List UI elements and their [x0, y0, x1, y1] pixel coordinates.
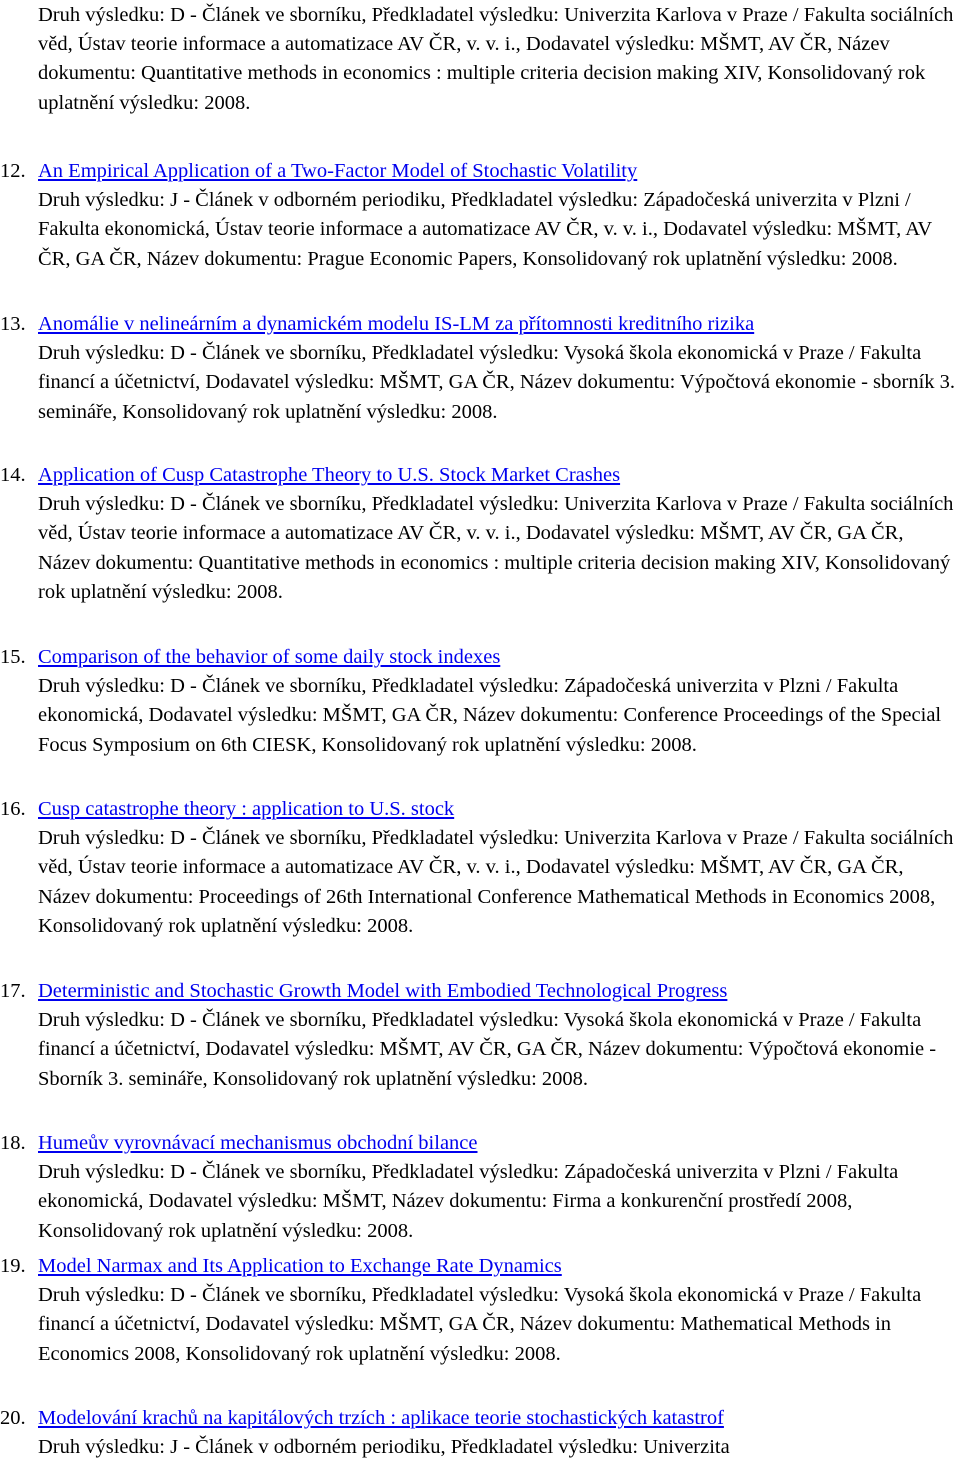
list-item	[0, 461, 960, 607]
item-number: 18.	[0, 1132, 26, 1154]
item-title-link[interactable]: Humeův vyrovnávací mechanismus obchodní bilance	[38, 1132, 478, 1154]
list-item	[0, 977, 960, 1094]
item-title-link[interactable]: Deterministic and Stochastic Growth Model with Embodied Technological Progress	[38, 980, 728, 1002]
item-description: Druh výsledku: D - Článek ve sborníku, Předkladatel výsledku: Západočeská univerzita v Plzni / Fakulta ekonomická, Dodavatel výsledku: MŠMT, GA ČR, Název dokumentu: Conference Proceedings of the Special Focus Symposium on 6th CIESK, Konsolidovaný rok uplatnění výsledku: 2008.	[38, 675, 942, 756]
item-title-link[interactable]: Modelování krachů na kapitálových trzích : aplikace teorie stochastických katastrof	[38, 1407, 724, 1429]
list-item	[0, 1252, 960, 1369]
item-title-link[interactable]: Anomálie v nelineárním a dynamickém modelu IS-LM za přítomnosti kreditního rizika	[38, 313, 755, 335]
list-item	[0, 157, 960, 274]
previous-item-description: Druh výsledku: D - Článek ve sborníku, Předkladatel výsledku: Univerzita Karlova v Praze / Fakulta sociálních věd, Ústav teorie informace a automatizace AV ČR, v. v. i., Dodavatel výsledku: MŠMT, AV ČR, Název dokumentu: Quantitative methods in economics : multiple criteria decision making XIV, Konsolidovaný rok uplatnění výsledku: 2008.	[38, 4, 954, 114]
item-description: Druh výsledku: D - Článek ve sborníku, Předkladatel výsledku: Vysoká škola ekonomická v Praze / Fakulta financí a účetnictví, Dodavatel výsledku: MŠMT, AV ČR, GA ČR, Název dokumentu: Výpočtová ekonomie - Sborník 3. semináře, Konsolidovaný rok uplatnění výsledku: 2008.	[38, 1009, 937, 1090]
item-description: Druh výsledku: J - Článek v odborném periodiku, Předkladatel výsledku: Univerzita	[38, 1436, 730, 1459]
list-item	[0, 1404, 960, 1462]
item-number: 16.	[0, 798, 26, 820]
item-description: Druh výsledku: D - Článek ve sborníku, Předkladatel výsledku: Univerzita Karlova v Praze / Fakulta sociálních věd, Ústav teorie informace a automatizace AV ČR, v. v. i., Dodavatel výsledku: MŠMT, AV ČR, GA ČR, Název dokumentu: Proceedings of 26th International Conference Mathematical Methods in Economics 2008, Konsolidovaný rok uplatnění výsledku: 2008.	[38, 827, 954, 937]
item-title-link[interactable]: Comparison of the behavior of some daily stock indexes	[38, 646, 501, 668]
item-description: Druh výsledku: J - Článek v odborném periodiku, Předkladatel výsledku: Západočeská univerzita v Plzni / Fakulta ekonomická, Ústav teorie informace a automatizace AV ČR, v. v. i., Dodavatel výsledku: MŠMT, AV ČR, GA ČR, Název dokumentu: Prague Economic Papers, Konsolidovaný rok uplatnění výsledku: 2008.	[38, 189, 932, 270]
list-item	[0, 795, 960, 941]
item-title-link[interactable]: An Empirical Application of a Two-Factor Model of Stochastic Volatility	[38, 160, 638, 182]
list-item	[0, 643, 960, 760]
item-description: Druh výsledku: D - Článek ve sborníku, Předkladatel výsledku: Západočeská univerzita v Plzni / Fakulta ekonomická, Dodavatel výsledku: MŠMT, Název dokumentu: Firma a konkurenční prostředí 2008, Konsolidovaný rok uplatnění výsledku: 2008.	[38, 1161, 899, 1242]
item-number: 13.	[0, 313, 26, 335]
list-item	[0, 310, 960, 427]
item-description: Druh výsledku: D - Článek ve sborníku, Předkladatel výsledku: Vysoká škola ekonomická v Praze / Fakulta financí a účetnictví, Dodavatel výsledku: MŠMT, GA ČR, Název dokumentu: Mathematical Methods in Economics 2008, Konsolidovaný rok uplatnění výsledku: 2008.	[38, 1284, 922, 1365]
item-number: 14.	[0, 464, 26, 486]
item-description: Druh výsledku: D - Článek ve sborníku, Předkladatel výsledku: Univerzita Karlova v Praze / Fakulta sociálních věd, Ústav teorie informace a automatizace AV ČR, v. v. i., Dodavatel výsledku: MŠMT, AV ČR, GA ČR, Název dokumentu: Quantitative methods in economics : multiple criteria decision making XIV, Konsolidovaný rok uplatnění výsledku: 2008.	[38, 493, 954, 603]
item-number: 17.	[0, 980, 26, 1002]
item-number: 19.	[0, 1255, 26, 1277]
item-number: 15.	[0, 646, 26, 668]
list-item	[0, 1129, 960, 1246]
item-title-link[interactable]: Cusp catastrophe theory : application to U.S. stock	[38, 798, 455, 820]
item-number: 20.	[0, 1407, 26, 1429]
item-description: Druh výsledku: D - Článek ve sborníku, Předkladatel výsledku: Vysoká škola ekonomická v Praze / Fakulta financí a účetnictví, Dodavatel výsledku: MŠMT, GA ČR, Název dokumentu: Výpočtová ekonomie - sborník 3. semináře, Konsolidovaný rok uplatnění výsledku: 2008.	[38, 342, 956, 423]
item-title-link[interactable]: Application of Cusp Catastrophe Theory to U.S. Stock Market Crashes	[38, 464, 621, 486]
item-title-link[interactable]: Model Narmax and Its Application to Exchange Rate Dynamics	[38, 1255, 562, 1277]
item-number: 12.	[0, 160, 26, 182]
